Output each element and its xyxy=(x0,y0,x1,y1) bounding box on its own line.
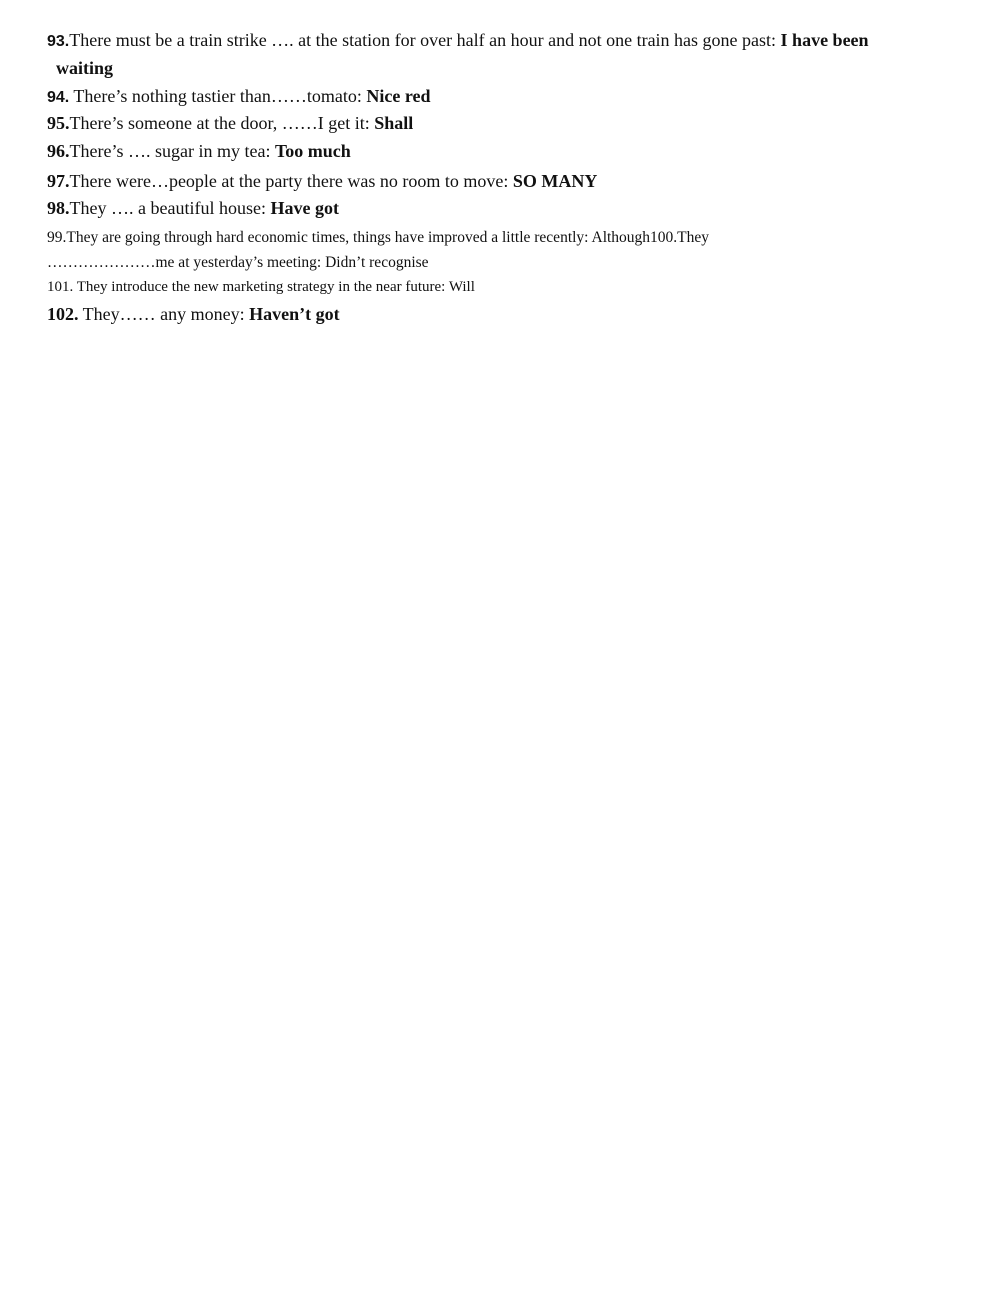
question-number: 97. xyxy=(47,171,70,191)
question-text: There must be a train strike …. at the station for over half an hour and not one train has gone past: xyxy=(69,30,781,50)
question-answer-continuation: waiting xyxy=(56,58,114,78)
question-number: 95. xyxy=(47,113,70,133)
question-99-line: 99.They are going through hard economic times, things have improved a little recently: Although100.They xyxy=(47,229,710,246)
question-number: 98. xyxy=(47,198,70,218)
question-number: 102. xyxy=(47,304,79,324)
question-number: 96. xyxy=(47,141,70,161)
question-text: There’s nothing tastier than……tomato: xyxy=(69,86,367,106)
question-97 xyxy=(47,170,597,192)
question-96 xyxy=(47,140,351,162)
question-text: They …. a beautiful house: xyxy=(69,198,271,218)
question-text: There were…people at the party there was no room to move: xyxy=(69,171,513,191)
question-answer: SO MANY xyxy=(512,171,598,191)
question-text: There’s …. sugar in my tea: xyxy=(69,141,275,161)
question-101-line: 101. They introduce the new marketing strategy in the near future: Will xyxy=(47,279,475,295)
question-text: They…… any money: xyxy=(78,304,250,324)
question-number: 93. xyxy=(47,33,70,50)
question-95 xyxy=(47,112,413,134)
question-94 xyxy=(47,85,431,109)
question-answer: Nice red xyxy=(366,86,431,106)
question-text: There’s someone at the door, ……I get it: xyxy=(69,113,375,133)
question-102 xyxy=(47,303,340,325)
question-93 xyxy=(47,29,869,53)
question-answer: I have been xyxy=(780,30,869,50)
question-answer: Haven’t got xyxy=(249,304,340,324)
question-100-line: …………………me at yesterday’s meeting: Didn’t recognise xyxy=(47,254,429,271)
question-93-continuation xyxy=(56,57,113,79)
question-98 xyxy=(47,197,339,219)
question-answer: Too much xyxy=(274,141,351,161)
question-answer: Have got xyxy=(270,198,339,218)
question-number: 94. xyxy=(47,89,70,106)
question-answer: Shall xyxy=(374,113,414,133)
